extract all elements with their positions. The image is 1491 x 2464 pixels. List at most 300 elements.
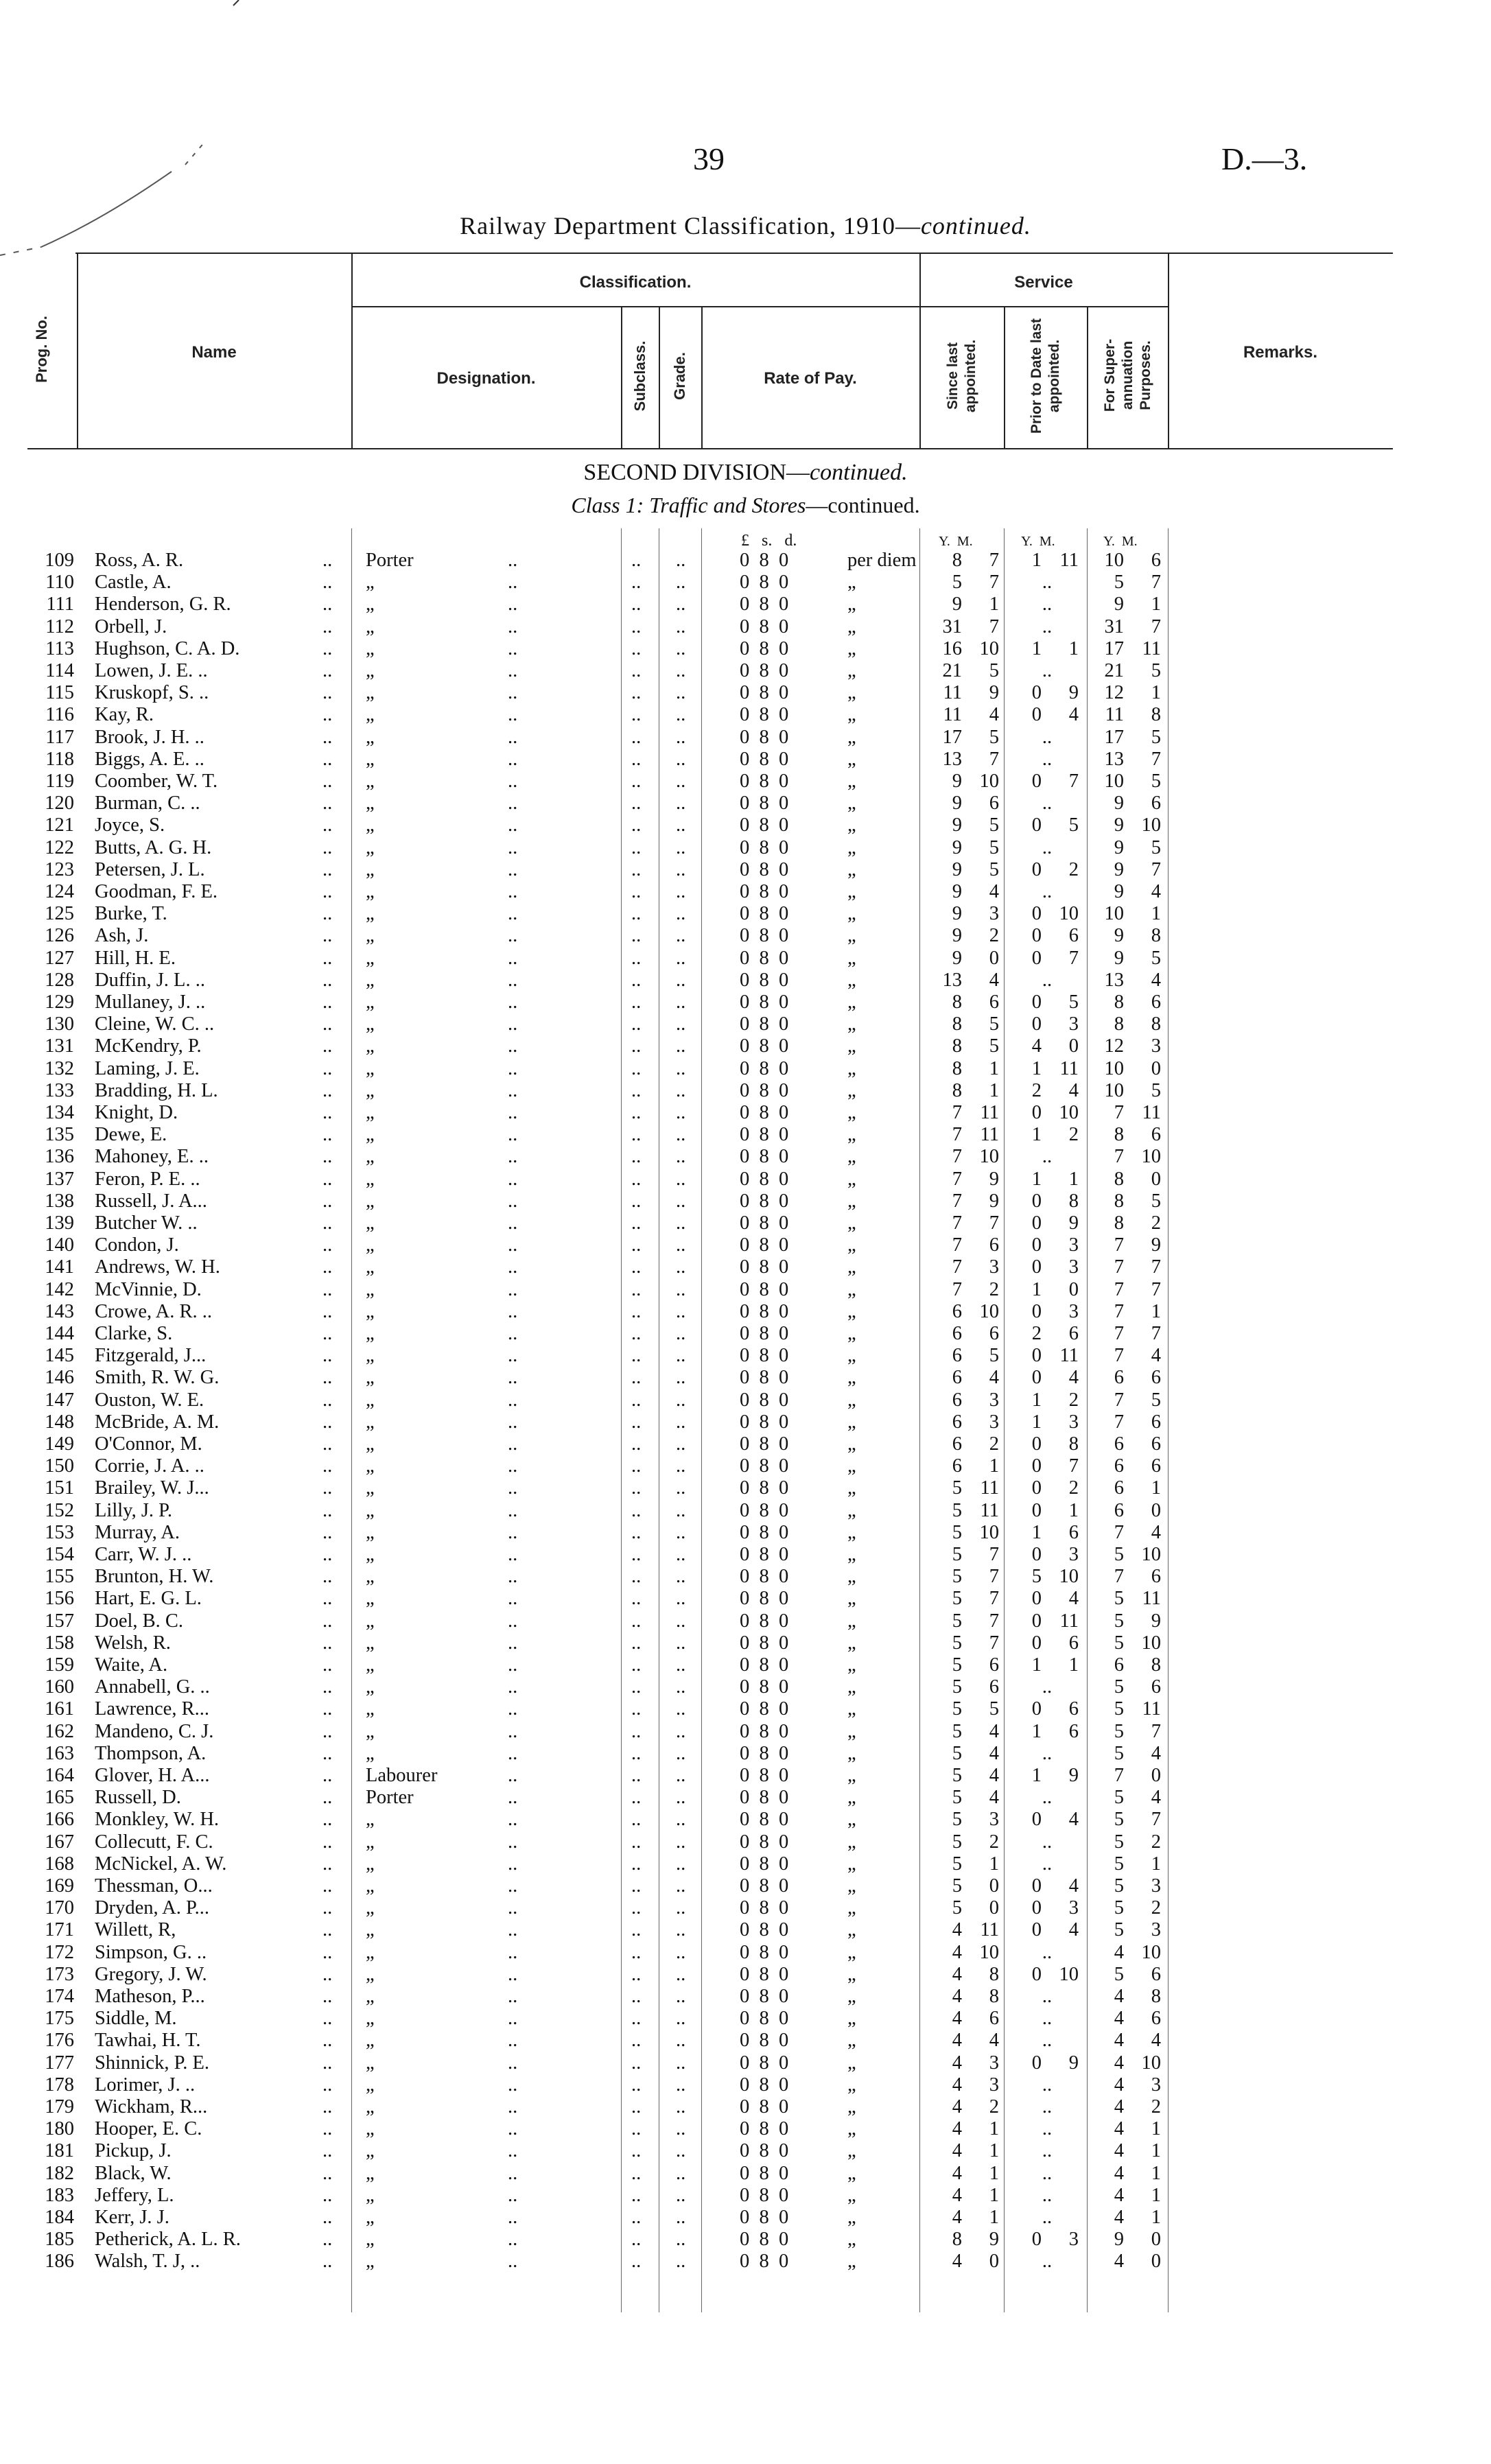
table-row	[0, 1256, 1491, 1278]
subclass-dots: ..	[631, 2074, 642, 2096]
designation: „	[366, 1941, 375, 1963]
leader-dots: ..	[322, 858, 333, 880]
designation: „	[366, 748, 375, 770]
years-value: 4	[952, 2162, 962, 2184]
table-row	[0, 793, 1491, 814]
leader-dots: ..	[322, 2162, 333, 2184]
prog-no: 160	[45, 1676, 74, 1698]
years-value: 4	[1114, 2030, 1124, 2052]
months-value: 6	[1151, 793, 1161, 814]
pay-unit: „	[847, 903, 856, 925]
rate-of-pay: 0 8 0	[740, 660, 789, 681]
months-value: 3	[1068, 1544, 1079, 1565]
years-value: 12	[1104, 682, 1124, 704]
subclass-dots: ..	[631, 1035, 642, 1057]
designation: „	[366, 1256, 375, 1278]
leader-dots: ..	[508, 1345, 518, 1367]
pay-unit: „	[847, 1610, 856, 1632]
employee-name: Cleine, W. C. ..	[95, 1013, 215, 1035]
years-value: 4	[952, 2184, 962, 2206]
title-continued: continued.	[920, 212, 1031, 239]
designation: „	[366, 992, 375, 1013]
employee-name: Shinnick, P. E.	[95, 2052, 210, 2074]
pay-unit: „	[847, 1035, 856, 1057]
designation: „	[366, 594, 375, 615]
pay-unit: „	[847, 1566, 856, 1588]
years-value: 0	[1031, 2052, 1042, 2074]
leader-dots: ..	[322, 814, 333, 836]
grade-dots: ..	[676, 1278, 686, 1300]
rate-of-pay: 0 8 0	[740, 903, 789, 925]
prog-no: 184	[45, 2207, 74, 2228]
prog-no: 156	[45, 1588, 74, 1610]
leader-dots: ..	[322, 1146, 333, 1168]
years-value: 5	[952, 1499, 962, 1521]
table-row	[0, 814, 1491, 836]
pay-unit: „	[847, 1986, 856, 2007]
leader-dots: ..	[508, 1102, 518, 1123]
leader-dots: ..	[322, 1057, 333, 1079]
service-blank: ..	[1042, 881, 1053, 902]
designation: „	[366, 1499, 375, 1521]
table-row	[0, 2185, 1491, 2207]
leader-dots: ..	[508, 2008, 518, 2030]
prog-no: 130	[45, 1013, 74, 1035]
years-value: 4	[1114, 2052, 1124, 2074]
prog-no: 161	[45, 1698, 74, 1720]
employee-name: Petherick, A. L. R.	[95, 2229, 241, 2251]
months-value: 5	[1068, 814, 1079, 836]
months-value: 5	[1151, 947, 1161, 969]
months-value: 4	[1068, 1588, 1079, 1610]
super-units: Y. M.	[1103, 534, 1138, 549]
rate-of-pay: 0 8 0	[740, 1919, 789, 1941]
grade-dots: ..	[676, 1765, 686, 1786]
rate-of-pay: 0 8 0	[740, 572, 789, 594]
prior-units: Y. M.	[1021, 534, 1055, 549]
years-value: 0	[1031, 1632, 1042, 1654]
years-value: 5	[952, 1698, 962, 1720]
years-value: 9	[952, 881, 962, 902]
years-value: 0	[1031, 771, 1042, 792]
prog-no: 127	[45, 947, 74, 969]
pay-unit: „	[847, 1588, 856, 1610]
table-row	[0, 2008, 1491, 2030]
grade-dots: ..	[676, 2096, 686, 2117]
months-value: 7	[989, 572, 999, 594]
grade-dots: ..	[676, 1146, 686, 1168]
rate-of-pay: 0 8 0	[740, 1853, 789, 1875]
employee-name: Matheson, P...	[95, 1986, 205, 2007]
leader-dots: ..	[508, 1919, 518, 1941]
prog-no: 152	[45, 1499, 74, 1521]
years-value: 0	[1031, 1013, 1042, 1035]
years-value: 4	[1114, 2140, 1124, 2162]
service-blank: ..	[1042, 1146, 1053, 1168]
prog-no: 125	[45, 903, 74, 925]
grade-dots: ..	[676, 1698, 686, 1720]
subclass-dots: ..	[631, 1433, 642, 1455]
service-blank: ..	[1042, 1986, 1053, 2007]
months-value: 7	[1151, 858, 1161, 880]
employee-name: Ouston, W. E.	[95, 1389, 204, 1411]
pay-unit: „	[847, 1168, 856, 1190]
table-row	[0, 2118, 1491, 2140]
grade-dots: ..	[676, 2030, 686, 2052]
employee-name: Siddle, M.	[95, 2008, 177, 2030]
leader-dots: ..	[322, 1499, 333, 1521]
months-value: 11	[1142, 1698, 1161, 1720]
subclass-dots: ..	[631, 2140, 642, 2162]
months-value: 3	[1068, 1897, 1079, 1919]
grade-dots: ..	[676, 1345, 686, 1367]
months-value: 1	[1151, 903, 1161, 925]
designation: „	[366, 947, 375, 969]
grade-dots: ..	[676, 2140, 686, 2162]
leader-dots: ..	[322, 1477, 333, 1499]
years-value: 13	[942, 748, 962, 770]
years-value: 1	[1031, 1057, 1042, 1079]
months-value: 2	[989, 2096, 999, 2117]
leader-dots: ..	[508, 594, 518, 615]
years-value: 7	[952, 1124, 962, 1146]
years-value: 0	[1031, 1190, 1042, 1212]
years-value: 4	[1114, 2074, 1124, 2096]
prog-no: 109	[45, 550, 74, 571]
leader-dots: ..	[508, 1897, 518, 1919]
subclass-dots: ..	[631, 615, 642, 637]
leader-dots: ..	[322, 903, 333, 925]
leader-dots: ..	[322, 2052, 333, 2074]
months-value: 5	[1151, 660, 1161, 681]
years-value: 9	[952, 836, 962, 858]
leader-dots: ..	[508, 1057, 518, 1079]
table-row	[0, 771, 1491, 793]
years-value: 7	[952, 1102, 962, 1123]
months-value: 2	[1068, 1124, 1079, 1146]
table-row	[0, 594, 1491, 615]
subclass-dots: ..	[631, 704, 642, 726]
months-value: 3	[1068, 1013, 1079, 1035]
prog-no: 110	[45, 572, 74, 594]
rate-of-pay: 0 8 0	[740, 594, 789, 615]
pencil-mark-icon	[0, 0, 274, 288]
years-value: 0	[1031, 814, 1042, 836]
designation: „	[366, 1278, 375, 1300]
designation: „	[366, 1963, 375, 1985]
leader-dots: ..	[322, 572, 333, 594]
employee-name: McBride, A. M.	[95, 1411, 220, 1433]
months-value: 9	[989, 682, 999, 704]
months-value: 7	[989, 1588, 999, 1610]
pay-unit: „	[847, 2118, 856, 2140]
months-value: 8	[1151, 704, 1161, 726]
months-value: 6	[1151, 1411, 1161, 1433]
designation: „	[366, 969, 375, 991]
subclass-dots: ..	[631, 1057, 642, 1079]
months-value: 7	[1068, 1455, 1079, 1477]
leader-dots: ..	[508, 2118, 518, 2140]
leader-dots: ..	[508, 726, 518, 748]
rate-of-pay: 0 8 0	[740, 637, 789, 659]
table-row	[0, 660, 1491, 682]
leader-dots: ..	[508, 2162, 518, 2184]
prog-no: 119	[45, 771, 74, 792]
years-value: 8	[952, 1013, 962, 1035]
table-row	[0, 1411, 1491, 1433]
designation: „	[366, 1124, 375, 1146]
employee-name: Welsh, R.	[95, 1632, 171, 1654]
table-row	[0, 1522, 1491, 1544]
subclass-dots: ..	[631, 1367, 642, 1389]
months-value: 10	[979, 771, 999, 792]
prog-no: 157	[45, 1610, 74, 1632]
pay-unit: „	[847, 1146, 856, 1168]
rate-of-pay: 0 8 0	[740, 771, 789, 792]
table-row	[0, 1058, 1491, 1080]
prog-no: 173	[45, 1963, 74, 1985]
designation: Porter	[366, 1787, 414, 1809]
months-value: 6	[1068, 1323, 1079, 1344]
years-value: 4	[1114, 1941, 1124, 1963]
employee-name: Smith, R. W. G.	[95, 1367, 220, 1389]
grade-dots: ..	[676, 2162, 686, 2184]
months-value: 5	[989, 858, 999, 880]
pay-unit: „	[847, 1698, 856, 1720]
rate-of-pay: 0 8 0	[740, 1610, 789, 1632]
service-blank: ..	[1042, 660, 1053, 681]
years-value: 6	[1114, 1433, 1124, 1455]
rate-of-pay: 0 8 0	[740, 1720, 789, 1742]
header-top-rule	[75, 253, 1393, 254]
pay-units: £ s. d.	[741, 532, 797, 550]
months-value: 8	[1068, 1190, 1079, 1212]
years-value: 5	[1031, 1566, 1042, 1588]
pay-unit: „	[847, 2096, 856, 2117]
pay-unit: „	[847, 1897, 856, 1919]
division-heading	[0, 460, 1491, 486]
leader-dots: ..	[322, 1300, 333, 1322]
leader-dots: ..	[508, 992, 518, 1013]
table-row	[0, 859, 1491, 881]
designation: Labourer	[366, 1765, 438, 1786]
months-value: 1	[1151, 594, 1161, 615]
service-blank: ..	[1042, 836, 1053, 858]
leader-dots: ..	[322, 1831, 333, 1853]
service-blank: ..	[1042, 615, 1053, 637]
pay-unit: „	[847, 704, 856, 726]
grade-dots: ..	[676, 1566, 686, 1588]
years-value: 6	[1114, 1499, 1124, 1521]
leader-dots: ..	[508, 1124, 518, 1146]
designation: „	[366, 1853, 375, 1875]
months-value: 6	[1151, 1367, 1161, 1389]
service-blank: ..	[1042, 1853, 1053, 1875]
pay-unit: „	[847, 1367, 856, 1389]
rate-of-pay: 0 8 0	[740, 2074, 789, 2096]
subclass-dots: ..	[631, 637, 642, 659]
leader-dots: ..	[322, 1212, 333, 1234]
leader-dots: ..	[508, 1765, 518, 1786]
pay-unit: „	[847, 1323, 856, 1344]
years-value: 7	[1114, 1323, 1124, 1344]
years-value: 4	[952, 1986, 962, 2007]
grade-dots: ..	[676, 1941, 686, 1963]
leader-dots: ..	[508, 1588, 518, 1610]
table-row	[0, 1102, 1491, 1124]
designation: „	[366, 2096, 375, 2117]
months-value: 9	[1068, 1765, 1079, 1786]
grade-dots: ..	[676, 1499, 686, 1521]
leader-dots: ..	[322, 682, 333, 704]
rate-of-pay: 0 8 0	[740, 1057, 789, 1079]
grade-dots: ..	[676, 2118, 686, 2140]
superannuation-header: For Super-annuation Purposes.	[1102, 338, 1153, 412]
prog-no: 164	[45, 1765, 74, 1786]
subclass-dots: ..	[631, 2008, 642, 2030]
pay-unit: „	[847, 572, 856, 594]
leader-dots: ..	[322, 637, 333, 659]
designation: „	[366, 2184, 375, 2206]
grade-dots: ..	[676, 1720, 686, 1742]
table-row	[0, 1035, 1491, 1057]
years-value: 11	[943, 682, 962, 704]
leader-dots: ..	[508, 1521, 518, 1543]
months-value: 1	[1151, 682, 1161, 704]
leader-dots: ..	[508, 1853, 518, 1875]
grade-dots: ..	[676, 1875, 686, 1897]
years-value: 9	[1114, 594, 1124, 615]
designation: „	[366, 1013, 375, 1035]
months-value: 4	[1068, 704, 1079, 726]
years-value: 9	[1114, 836, 1124, 858]
table-row	[0, 1942, 1491, 1964]
rate-of-pay: 0 8 0	[740, 682, 789, 704]
designation: „	[366, 836, 375, 858]
rate-of-pay: 0 8 0	[740, 1521, 789, 1543]
years-value: 0	[1031, 1345, 1042, 1367]
subclass-dots: ..	[631, 748, 642, 770]
grade-dots: ..	[676, 1190, 686, 1212]
prog-no: 185	[45, 2229, 74, 2251]
prog-no: 179	[45, 2096, 74, 2117]
months-value: 4	[1151, 1787, 1161, 1809]
years-value: 6	[1114, 1654, 1124, 1676]
leader-dots: ..	[508, 1941, 518, 1963]
designation: „	[366, 1831, 375, 1853]
leader-dots: ..	[322, 771, 333, 792]
months-value: 9	[1151, 1234, 1161, 1256]
years-value: 5	[952, 1742, 962, 1764]
rate-of-pay: 0 8 0	[740, 1765, 789, 1786]
document-reference: D.—3.	[1221, 141, 1308, 176]
subclass-dots: ..	[631, 1698, 642, 1720]
table-row	[0, 1610, 1491, 1632]
employee-name: Tawhai, H. T.	[95, 2030, 201, 2052]
leader-dots: ..	[322, 2207, 333, 2228]
months-value: 8	[989, 1986, 999, 2007]
service-blank: ..	[1042, 1742, 1053, 1764]
leader-dots: ..	[508, 969, 518, 991]
months-value: 7	[989, 615, 999, 637]
designation: „	[366, 2162, 375, 2184]
months-value: 3	[989, 903, 999, 925]
table-row	[0, 1964, 1491, 1986]
prog-no: 174	[45, 1986, 74, 2007]
years-value: 1	[1031, 1124, 1042, 1146]
table-row	[0, 1654, 1491, 1676]
prog-no: 144	[45, 1323, 74, 1344]
leader-dots: ..	[508, 1146, 518, 1168]
months-value: 2	[1068, 1389, 1079, 1411]
pay-unit: „	[847, 992, 856, 1013]
leader-dots: ..	[508, 2140, 518, 2162]
employee-name: Goodman, F. E.	[95, 881, 218, 902]
pay-unit: „	[847, 947, 856, 969]
designation: „	[366, 2030, 375, 2052]
rate-of-pay: 0 8 0	[740, 1146, 789, 1168]
subclass-dots: ..	[631, 858, 642, 880]
designation: „	[366, 1986, 375, 2007]
grade-dots: ..	[676, 1234, 686, 1256]
designation: Porter	[366, 550, 414, 571]
years-value: 7	[952, 1256, 962, 1278]
employee-name: Brunton, H. W.	[95, 1566, 214, 1588]
grade-dots: ..	[676, 793, 686, 814]
designation: „	[366, 1875, 375, 1897]
years-value: 10	[1104, 550, 1124, 571]
years-value: 0	[1031, 1256, 1042, 1278]
months-value: 10	[979, 1941, 999, 1963]
subclass-dots: ..	[631, 1720, 642, 1742]
table-row	[0, 1323, 1491, 1345]
years-value: 4	[1114, 2008, 1124, 2030]
months-value: 9	[1068, 2052, 1079, 2074]
months-value: 0	[1151, 1765, 1161, 1786]
service-blank: ..	[1042, 748, 1053, 770]
pay-unit: „	[847, 2008, 856, 2030]
months-value: 7	[1151, 1809, 1161, 1831]
grade-dots: ..	[676, 925, 686, 947]
subclass-dots: ..	[631, 836, 642, 858]
subclass-dots: ..	[631, 2184, 642, 2206]
prog-no: 150	[45, 1455, 74, 1477]
grade-dots: ..	[676, 969, 686, 991]
table-row	[0, 1477, 1491, 1499]
years-value: 0	[1031, 925, 1042, 947]
employee-name: Jeffery, L.	[95, 2184, 174, 2206]
rate-of-pay: 0 8 0	[740, 2207, 789, 2228]
prog-no: 169	[45, 1875, 74, 1897]
designation: „	[366, 1809, 375, 1831]
service-blank: ..	[1042, 1831, 1053, 1853]
grade-dots: ..	[676, 1035, 686, 1057]
prog-no: 129	[45, 992, 74, 1013]
table-row	[0, 970, 1491, 992]
years-value: 7	[952, 1190, 962, 1212]
grade-dots: ..	[676, 1632, 686, 1654]
grade-dots: ..	[676, 1013, 686, 1035]
leader-dots: ..	[508, 1256, 518, 1278]
prog-no: 115	[45, 682, 74, 704]
service-blank: ..	[1042, 2162, 1053, 2184]
rate-of-pay: 0 8 0	[740, 704, 789, 726]
years-value: 6	[952, 1389, 962, 1411]
years-value: 1	[1031, 1654, 1042, 1676]
employee-name: Monkley, W. H.	[95, 1809, 220, 1831]
grade-dots: ..	[676, 1986, 686, 2007]
employee-name: Bradding, H. L.	[95, 1079, 218, 1101]
